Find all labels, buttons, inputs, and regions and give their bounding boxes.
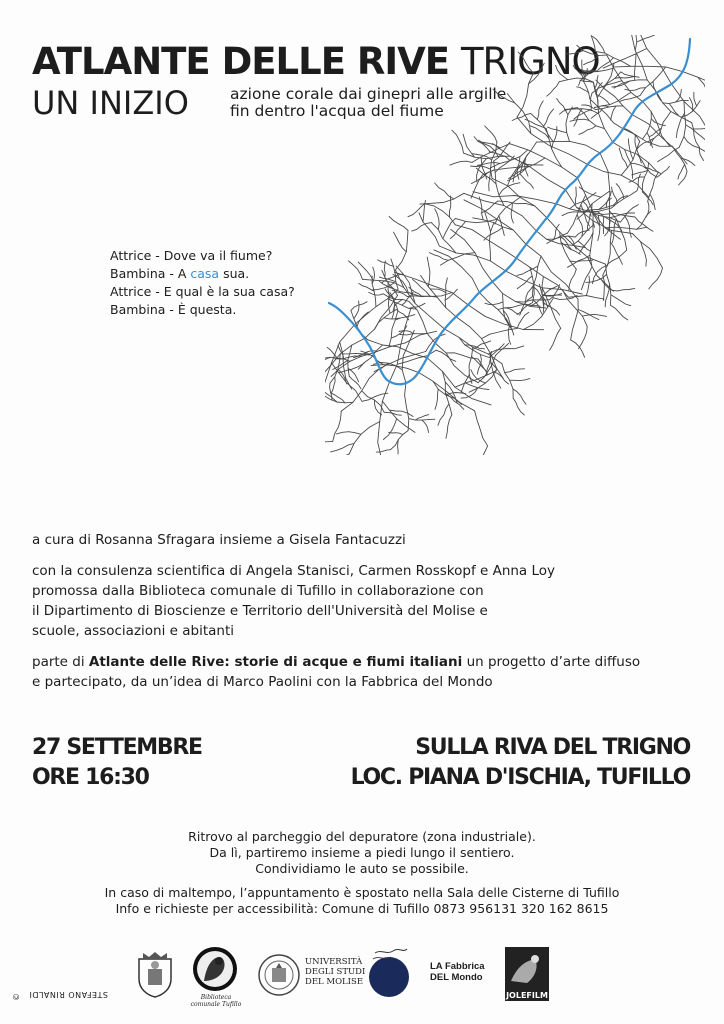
tributary: [629, 177, 645, 182]
tributary: [579, 232, 593, 253]
tributary: [369, 292, 383, 295]
tributary: [518, 52, 533, 73]
tributary: [446, 353, 478, 359]
tributary: [537, 101, 543, 120]
tributary: [611, 295, 631, 306]
tributary: [446, 415, 452, 439]
title-river-name: TRIGNO: [460, 40, 600, 83]
tributary: [683, 72, 705, 87]
event-date: 27 SETTEMBRE: [32, 735, 202, 760]
page-subtitle: UN INIZIO: [32, 84, 189, 122]
tributary: [637, 211, 651, 229]
tributary: [389, 217, 408, 231]
tributary: [498, 304, 525, 309]
tributary: [510, 379, 530, 381]
tributary: [678, 165, 685, 180]
tributary: [605, 227, 647, 229]
tributary: [408, 204, 425, 217]
dark-circle-logo: [367, 945, 411, 1001]
tributary: [438, 404, 449, 426]
tributary: [450, 221, 465, 238]
tributary: [637, 35, 655, 42]
tributary: [443, 218, 455, 238]
tributary: [575, 187, 576, 204]
tributary: [395, 230, 408, 270]
tributary: [671, 84, 705, 152]
notes: [0, 885, 724, 917]
tributary: [452, 130, 464, 153]
tributary: [493, 89, 515, 103]
tributary: [359, 284, 374, 292]
main-river-trigno: [329, 39, 690, 384]
tributary: [603, 275, 605, 300]
event-location: [351, 733, 690, 793]
tributary: [481, 201, 498, 213]
tributary: [620, 96, 640, 102]
tributary: [427, 257, 430, 287]
tributary: [412, 223, 432, 232]
weather-note: In caso di maltempo, l’appuntamento è spostato nella Sala delle Cisterne di Tufillo: [104, 885, 620, 900]
tributary: [435, 389, 438, 409]
tributary: [635, 54, 637, 80]
jolefilm-label: JOLEFILM: [506, 991, 548, 1000]
tributary: [449, 196, 450, 217]
tributary: [517, 312, 529, 328]
event-datetime: [32, 733, 202, 793]
tributary: [613, 66, 683, 71]
tagline-line: azione corale dai ginepri alle argille: [230, 85, 507, 103]
tributary: [643, 102, 670, 147]
tributary: [474, 137, 491, 153]
tributary: [582, 314, 606, 316]
tributary: [544, 109, 554, 126]
tributary: [341, 368, 379, 411]
meeting-line: Condividiamo le auto se possibile.: [255, 861, 469, 876]
tributary: [574, 109, 582, 127]
tagline-line: fin dentro l'acqua del fiume: [230, 102, 444, 120]
tributary: [578, 241, 590, 251]
tributary: [692, 123, 700, 148]
tributary: [333, 411, 342, 441]
tributary: [339, 363, 364, 373]
tributary: [505, 369, 525, 373]
university-name: [305, 957, 365, 987]
biblioteca-label: Biblioteca comunale Tufillo: [190, 994, 242, 1008]
tributary: [611, 191, 637, 209]
tributary: [573, 65, 582, 75]
tributary: [485, 126, 497, 142]
tributary: [325, 395, 353, 403]
tributary: [475, 411, 488, 446]
collaboration-line: con la consulenza scientifica di Angela Stanisci, Carmen Rosskopf e Anna Loy: [32, 563, 556, 579]
tributary: [505, 308, 519, 314]
tributary: [484, 227, 503, 240]
title-bold: ATLANTE DELLE RIVE: [32, 40, 450, 83]
photo-credit-text: © STEFANO RINALDI: [12, 990, 108, 1001]
tributary: [612, 288, 635, 291]
tributary: [419, 213, 439, 246]
tributary: [529, 63, 545, 84]
tributary: [650, 194, 655, 210]
tributary: [450, 161, 472, 165]
dialogue: [110, 247, 295, 319]
tributary: [349, 422, 379, 454]
tributary: [405, 383, 409, 431]
event-time: ORE 16:30: [32, 765, 149, 790]
tributary: [603, 216, 604, 233]
tributary: [591, 109, 603, 119]
tributary: [409, 419, 435, 421]
tributary: [612, 187, 618, 203]
tributary: [394, 232, 407, 252]
tributary: [488, 346, 524, 354]
tributary: [547, 82, 560, 97]
tributary: [429, 253, 448, 261]
dialogue-line: [110, 265, 295, 283]
tributary: [614, 80, 647, 88]
dialogue-text: Bambina - A: [110, 266, 191, 281]
tributary: [354, 301, 359, 319]
event-place: SULLA RIVA DEL TRIGNO: [415, 735, 690, 760]
collaboration-line: il Dipartimento di Bioscienze e Territorio dell'Università del Molise e: [32, 603, 488, 619]
dialogue-line: Bambina - È questa.: [110, 302, 237, 317]
tributary: [383, 419, 396, 440]
curated-by: a cura di Rosanna Sfragara insieme a Gisela Fantacuzzi: [32, 532, 406, 548]
tributary: [649, 268, 663, 289]
tributary: [358, 262, 373, 280]
tributary: [619, 148, 627, 168]
tributary: [615, 77, 634, 79]
tributary: [413, 279, 431, 296]
accessibility-note: Info e richieste per accessibilità: Comune di Tufillo 0873 956131 320 162 8615: [115, 901, 609, 916]
tributary: [468, 305, 544, 330]
tributary: [378, 382, 390, 455]
tributary: [579, 326, 588, 349]
tributary: [611, 106, 617, 120]
tributary: [550, 328, 561, 350]
tributary: [586, 276, 589, 295]
tributary: [613, 142, 658, 173]
tributary: [605, 284, 609, 306]
dialogue-text: sua.: [219, 266, 250, 281]
river-map-illustration: [325, 35, 705, 455]
tributary: [389, 311, 398, 347]
tributary: [513, 389, 526, 404]
tributary: [455, 225, 516, 258]
fabbrica-line: DEL Mondo: [430, 972, 483, 983]
tributary: [657, 166, 670, 177]
fabbrica-del-mondo-logo: [430, 961, 485, 983]
tributary: [384, 261, 385, 277]
tributary: [517, 73, 533, 117]
project-line: e partecipato, da un’idea di Marco Paolini con la Fabbrica del Mondo: [32, 674, 493, 690]
tributary: [569, 269, 577, 290]
tributary: [513, 398, 524, 415]
university-line: DEGLI STUDI: [305, 967, 366, 977]
tributary: [477, 446, 488, 455]
tributary: [325, 325, 354, 405]
tributary: [445, 278, 447, 308]
university-seal-logo: [257, 953, 301, 997]
tributary: [479, 292, 512, 330]
tributary: [625, 216, 632, 238]
tributary: [329, 454, 349, 455]
photo-credit: [10, 905, 108, 1005]
tributary: [503, 293, 510, 326]
tributary: [489, 344, 504, 358]
tributary: [530, 126, 549, 139]
event-locality: LOC. PIANA D'ISCHIA, TUFILLO: [350, 765, 690, 790]
project-line: [32, 652, 640, 672]
photo-credit-name: STEFANO RINALDI: [28, 990, 108, 999]
meeting-info: [0, 829, 724, 877]
tributary: [616, 184, 624, 199]
tributary: [603, 231, 612, 276]
tributary: [628, 139, 633, 160]
tributary: [485, 302, 503, 305]
tributary: [436, 350, 456, 361]
university-line: UNIVERSITÀ: [305, 957, 363, 967]
tributary: [499, 183, 520, 195]
tributary: [698, 77, 705, 109]
tributary: [520, 174, 534, 188]
tributary: [595, 76, 599, 89]
tributary: [470, 166, 490, 169]
tributary: [451, 229, 493, 281]
tributary: [389, 432, 403, 434]
collaboration-line: promossa dalla Biblioteca comunale di Tufillo in collaborazione con: [32, 583, 484, 599]
tributary: [435, 183, 454, 199]
tributary: [621, 72, 639, 77]
tributary: [581, 267, 592, 290]
tributary: [473, 192, 556, 204]
tributary: [525, 119, 546, 128]
fabbrica-line: LA Fabbrica: [430, 961, 485, 972]
tributary: [596, 83, 602, 95]
tributary: [571, 299, 579, 340]
tributary: [679, 101, 686, 147]
tributary: [511, 203, 513, 223]
tributary: [520, 142, 537, 174]
tributary: [368, 340, 427, 358]
project-suffix: un progetto d’arte diffuso: [462, 654, 641, 670]
tributary: [566, 51, 584, 54]
tributary: [382, 401, 415, 432]
tufillo-crest-logo: [135, 951, 175, 999]
tributary: [659, 112, 671, 135]
project-prefix: parte di: [32, 654, 89, 670]
tributary: [502, 364, 513, 399]
tributary: [547, 218, 606, 264]
jolefilm-emblem: [505, 947, 549, 991]
tributary: [376, 450, 390, 452]
tributary: [336, 432, 361, 435]
dialogue-line: Attrice - Dove va il fiume?: [110, 248, 273, 263]
tributary: [590, 93, 592, 111]
dialogue-line: Attrice - E qual è la sua casa?: [110, 284, 295, 299]
tributary: [588, 165, 649, 198]
collaboration-block: [32, 561, 555, 641]
tributary: [420, 193, 464, 204]
collaboration-line: scuole, associazioni e abitanti: [32, 623, 235, 639]
meeting-line: Ritrovo al parcheggio del depuratore (zona industriale).: [188, 829, 536, 844]
tributary: [570, 119, 589, 121]
tributary: [579, 126, 596, 135]
tributary: [419, 372, 475, 410]
tributary: [632, 234, 662, 269]
tributary: [632, 170, 648, 175]
tributary: [422, 420, 429, 432]
project-description: [32, 652, 640, 692]
logos-row: [135, 945, 555, 1008]
meeting-line: Da lì, partiremo insieme a piedi lungo il sentiero.: [209, 845, 515, 860]
tributary: [694, 128, 706, 129]
tributary: [584, 55, 599, 64]
tributary: [610, 305, 627, 320]
tributary: [603, 49, 647, 69]
tributary: [657, 93, 692, 123]
tributary: [549, 285, 559, 300]
tributary: [686, 125, 705, 141]
university-line: DEL MOLISE: [305, 977, 364, 987]
dialogue-highlight: casa: [190, 266, 220, 281]
tributary: [621, 141, 640, 175]
tributary: [532, 256, 541, 297]
tributary: [434, 250, 480, 293]
tributary: [694, 92, 697, 106]
tributary: [508, 326, 510, 344]
project-name: Atlante delle Rive: storie di acque e fiumi italiani: [88, 654, 463, 670]
tributary: [684, 137, 705, 152]
tributary: [556, 65, 568, 79]
